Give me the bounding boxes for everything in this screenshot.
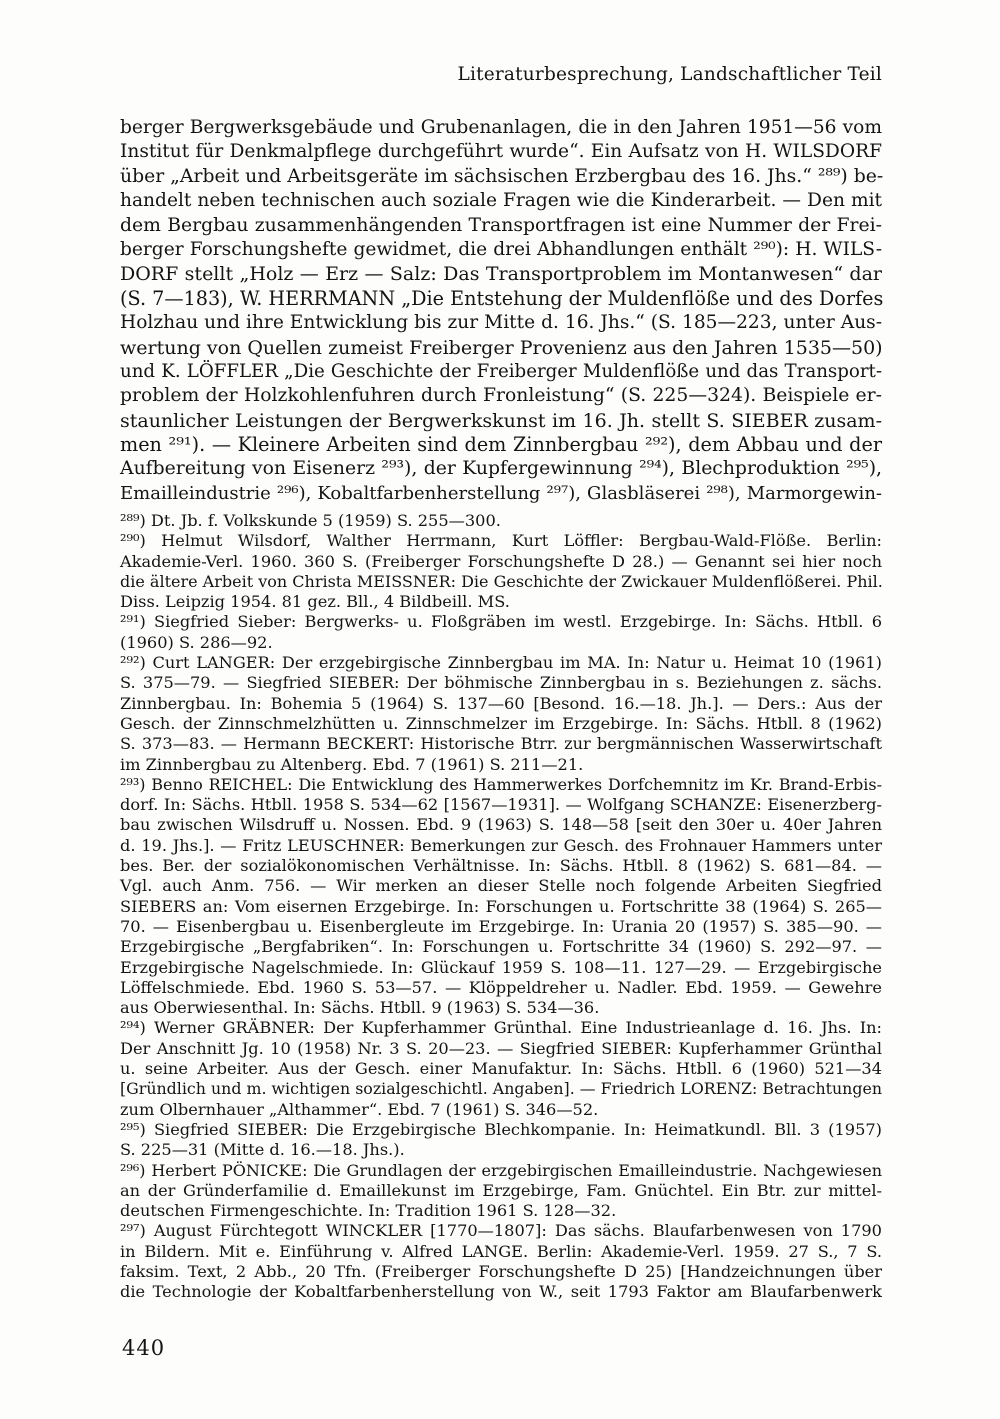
body-line: (S. 7—183), W. HERRMANN „Die Entstehung der Muldenflöße und des Dorfes xyxy=(120,286,884,310)
footnote-line: Erzgebirgische Nagelschmiede. In: Glückauf 1959 S. 108—11. 127—29. — Erzgebirgische xyxy=(120,957,882,977)
body-line: Emailleindustrie ²⁹⁶), Kobaltfarbenherstellung ²⁹⁷), Glasbläserei ²⁹⁸), Marmorgewin- xyxy=(120,482,882,504)
footnote-line: im Zinnbergbau zu Altenberg. Ebd. 7 (1961) S. 211—21. xyxy=(120,754,584,774)
footnote-line: die ältere Arbeit von Christa MEISSNER: Die Geschichte der Zwickauer Muldenflößerei. Phil. xyxy=(120,571,883,591)
footnote-292: ²⁹²) Curt LANGER: Der erzgebirgische Zinnbergbau im MA. In: Natur u. Heimat 10 (1961) xyxy=(120,653,882,673)
body-line: dem Bergbau zusammenhängenden Transportfragen ist eine Nummer der Frei- xyxy=(120,214,882,236)
body-line: und K. LÖFFLER „Die Geschichte der Freiberger Muldenflöße und das Transport- xyxy=(120,360,882,382)
body-text xyxy=(120,116,882,506)
footnotes xyxy=(120,511,882,1303)
body-line: Institut für Denkmalpflege durchgeführt wurde“. Ein Aufsatz von H. WILSDORF xyxy=(120,141,882,163)
footnote-line: bes. Ber. der sozialökonomischen Verhältnisse. In: Sächs. Htbll. 8 (1962) S. 681—84. — xyxy=(120,856,882,876)
body-line: berger Bergwerksgebäude und Grubenanlagen, die in den Jahren 1951—56 vom xyxy=(120,117,882,138)
footnote-line: Zinnbergbau. In: Bohemia 5 (1964) S. 137—60 [Besond. 16.—18. Jh.]. — Ders.: Aus der xyxy=(120,693,882,713)
footnote-296: ²⁹⁶) Herbert PÖNICKE: Die Grundlagen der erzgebirgischen Emailleindustrie. Nachgewiesen xyxy=(120,1160,882,1180)
running-head: Literaturbesprechung, Landschaftlicher Teil xyxy=(457,64,882,85)
footnote-line: (1960) S. 286—92. xyxy=(120,632,273,652)
body-line: Aufbereitung von Eisenerz ²⁹³), der Kupfergewinnung ²⁹⁴), Blechproduktion ²⁹⁵), xyxy=(120,458,882,480)
footnote-line: deutschen Firmengeschichte. In: Tradition 1961 S. 128—32. xyxy=(120,1201,617,1221)
footnote-line: in Bildern. Mit e. Einführung v. Alfred LANGE. Berlin: Akademie-Verl. 1959. 27 S., 7 S. xyxy=(120,1241,882,1261)
body-line: wertung von Quellen zumeist Freiberger Provenienz aus den Jahren 1535—50) xyxy=(120,336,883,359)
footnote-line: die Technologie der Kobaltfarbenherstellung von W., seit 1793 Faktor am Blaufarbenwerk xyxy=(120,1282,882,1302)
footnote-line: an der Gründerfamilie d. Emaillekunst im Erzgebirge, Fam. Gnüchtel. Ein Btr. zur mittel- xyxy=(120,1180,882,1200)
footnote-line: faksim. Text, 2 Abb., 20 Tfn. (Freiberger Forschungshefte D 25) [Handzeichnungen über xyxy=(120,1261,882,1281)
footnote-line: Vgl. auch Anm. 756. — Wir merken an dieser Stelle noch folgende Arbeiten Siegfried xyxy=(120,876,882,896)
footnote-line: SIEBERS an: Vom eisernen Erzgebirge. In: Forschungen u. Fortschritte 38 (1964) S. 265— xyxy=(120,896,882,916)
footnote-line: Diss. Leipzig 1954. 81 gez. Bll., 4 Bildbeill. MS. xyxy=(120,592,510,612)
footnote-295: ²⁹⁵) Siegfried SIEBER: Die Erzgebirgische Blechkompanie. In: Heimatkundl. Bll. 3 (1957) xyxy=(120,1119,882,1139)
footnote-290: ²⁹⁰) Helmut Wilsdorf, Walther Herrmann, Kurt Löffler: Bergbau-Wald-Flöße. Berlin: xyxy=(120,531,882,551)
footnote-line: 70. — Eisenbergbau u. Eisenbergleute im Erzgebirge. In: Urania 20 (1957) S. 385—90. — xyxy=(120,916,882,936)
body-line: über „Arbeit und Arbeitsgeräte im sächsischen Erzbergbau des 16. Jhs.“ ²⁸⁹) be- xyxy=(120,165,884,187)
body-line: Holzhau und ihre Entwicklung bis zur Mitte d. 16. Jhs.“ (S. 185—223, unter Aus- xyxy=(120,312,882,334)
footnote-line: Gesch. der Zinnschmelzhütten u. Zinnschmelzer im Erzgebirge. In: Sächs. Htbll. 8 (1962) xyxy=(120,713,882,733)
footnote-line: Akademie-Verl. 1960. 360 S. (Freiberger Forschungshefte D 28.) — Genannt sei hier noch xyxy=(120,551,882,571)
footnote-line: S. 225—31 (Mitte d. 16.—18. Jhs.). xyxy=(120,1140,405,1160)
page-number: 440 xyxy=(122,1336,166,1360)
footnote-line: d. 19. Jhs.]. — Fritz LEUSCHNER: Bemerkungen zur Gesch. des Frohnauer Hammers unter xyxy=(120,835,882,855)
footnote-line: Erzgebirgische „Bergfabriken“. In: Forschungen u. Fortschritte 34 (1960) S. 292—97. — xyxy=(120,937,882,957)
footnote-294: ²⁹⁴) Werner GRÄBNER: Der Kupferhammer Grünthal. Eine Industrieanlage d. 16. Jhs. In: xyxy=(120,1018,882,1038)
footnote-line: u. seine Arbeiter. Aus der Gesch. einer Manufaktur. In: Sächs. Htbll. 6 (1960) 521—34 xyxy=(120,1059,882,1079)
footnote-line: zum Olbernhauer „Althammer“. Ebd. 7 (1961) S. 346—52. xyxy=(120,1099,599,1119)
footnote-line: Löffelschmiede. Ebd. 1960 S. 53—57. — Klöppeldreher u. Nadler. Ebd. 1959. — Gewehre xyxy=(120,977,882,997)
body-line: problem der Holzkohlenfuhren durch Fronleistung“ (S. 225—324). Beispiele er- xyxy=(120,385,882,407)
footnote-line: [Gründlich und m. wichtigen sozialgeschichtl. Angaben]. — Friedrich LORENZ: Betrachtungen xyxy=(120,1079,882,1099)
footnote-293: ²⁹³) Benno REICHEL: Die Entwicklung des Hammerwerkes Dorfchemnitz im Kr. Brand-Erbis- xyxy=(120,774,882,794)
footnote-line: dorf. In: Sächs. Htbll. 1958 S. 534—62 [1567—1931]. — Wolfgang SCHANZE: Eisenerzberg- xyxy=(120,795,882,815)
body-line: DORF stellt „Holz — Erz — Salz: Das Transportproblem im Montanwesen“ dar xyxy=(120,263,882,286)
body-line: men ²⁹¹). — Kleinere Arbeiten sind dem Zinnbergbau ²⁹²), dem Abbau und der xyxy=(120,433,882,457)
footnote-line: aus Oberwiesenthal. In: Sächs. Htbll. 9 (1963) S. 534—36. xyxy=(120,998,600,1018)
footnote-289: ²⁸⁹) Dt. Jb. f. Volkskunde 5 (1959) S. 255—300. xyxy=(120,511,501,530)
footnote-297: ²⁹⁷) August Fürchtegott WINCKLER [1770—1807]: Das sächs. Blaufarbenwesen von 1790 xyxy=(120,1221,882,1241)
footnote-line: S. 375—79. — Siegfried SIEBER: Der böhmische Zinnbergbau in s. Beziehungen z. sächs. xyxy=(120,673,882,693)
footnote-line: S. 373—83. — Hermann BECKERT: Historische Btrr. zur bergmännischen Wasserwirtschaft xyxy=(120,734,882,754)
footnote-291: ²⁹¹) Siegfried Sieber: Bergwerks- u. Floßgräben im westl. Erzgebirge. In: Sächs. Htbll. 6 xyxy=(120,612,882,632)
body-line: staunlicher Leistungen der Bergwerkskunst im 16. Jh. stellt S. SIEBER zusam- xyxy=(120,409,882,432)
body-line: berger Forschungshefte gewidmet, die drei Abhandlungen enthält ²⁹⁰): H. WILS- xyxy=(120,238,882,260)
footnote-line: bau zwischen Wilsdruff u. Nossen. Ebd. 9 (1963) S. 148—58 [seit den 30er u. 40er Jahren xyxy=(120,815,882,835)
body-line: handelt neben technischen auch soziale Fragen wie die Kinderarbeit. — Den mit xyxy=(120,190,882,212)
footnote-line: Der Anschnitt Jg. 10 (1958) Nr. 3 S. 20—23. — Siegfried SIEBER: Kupferhammer Grünthal xyxy=(120,1038,882,1058)
